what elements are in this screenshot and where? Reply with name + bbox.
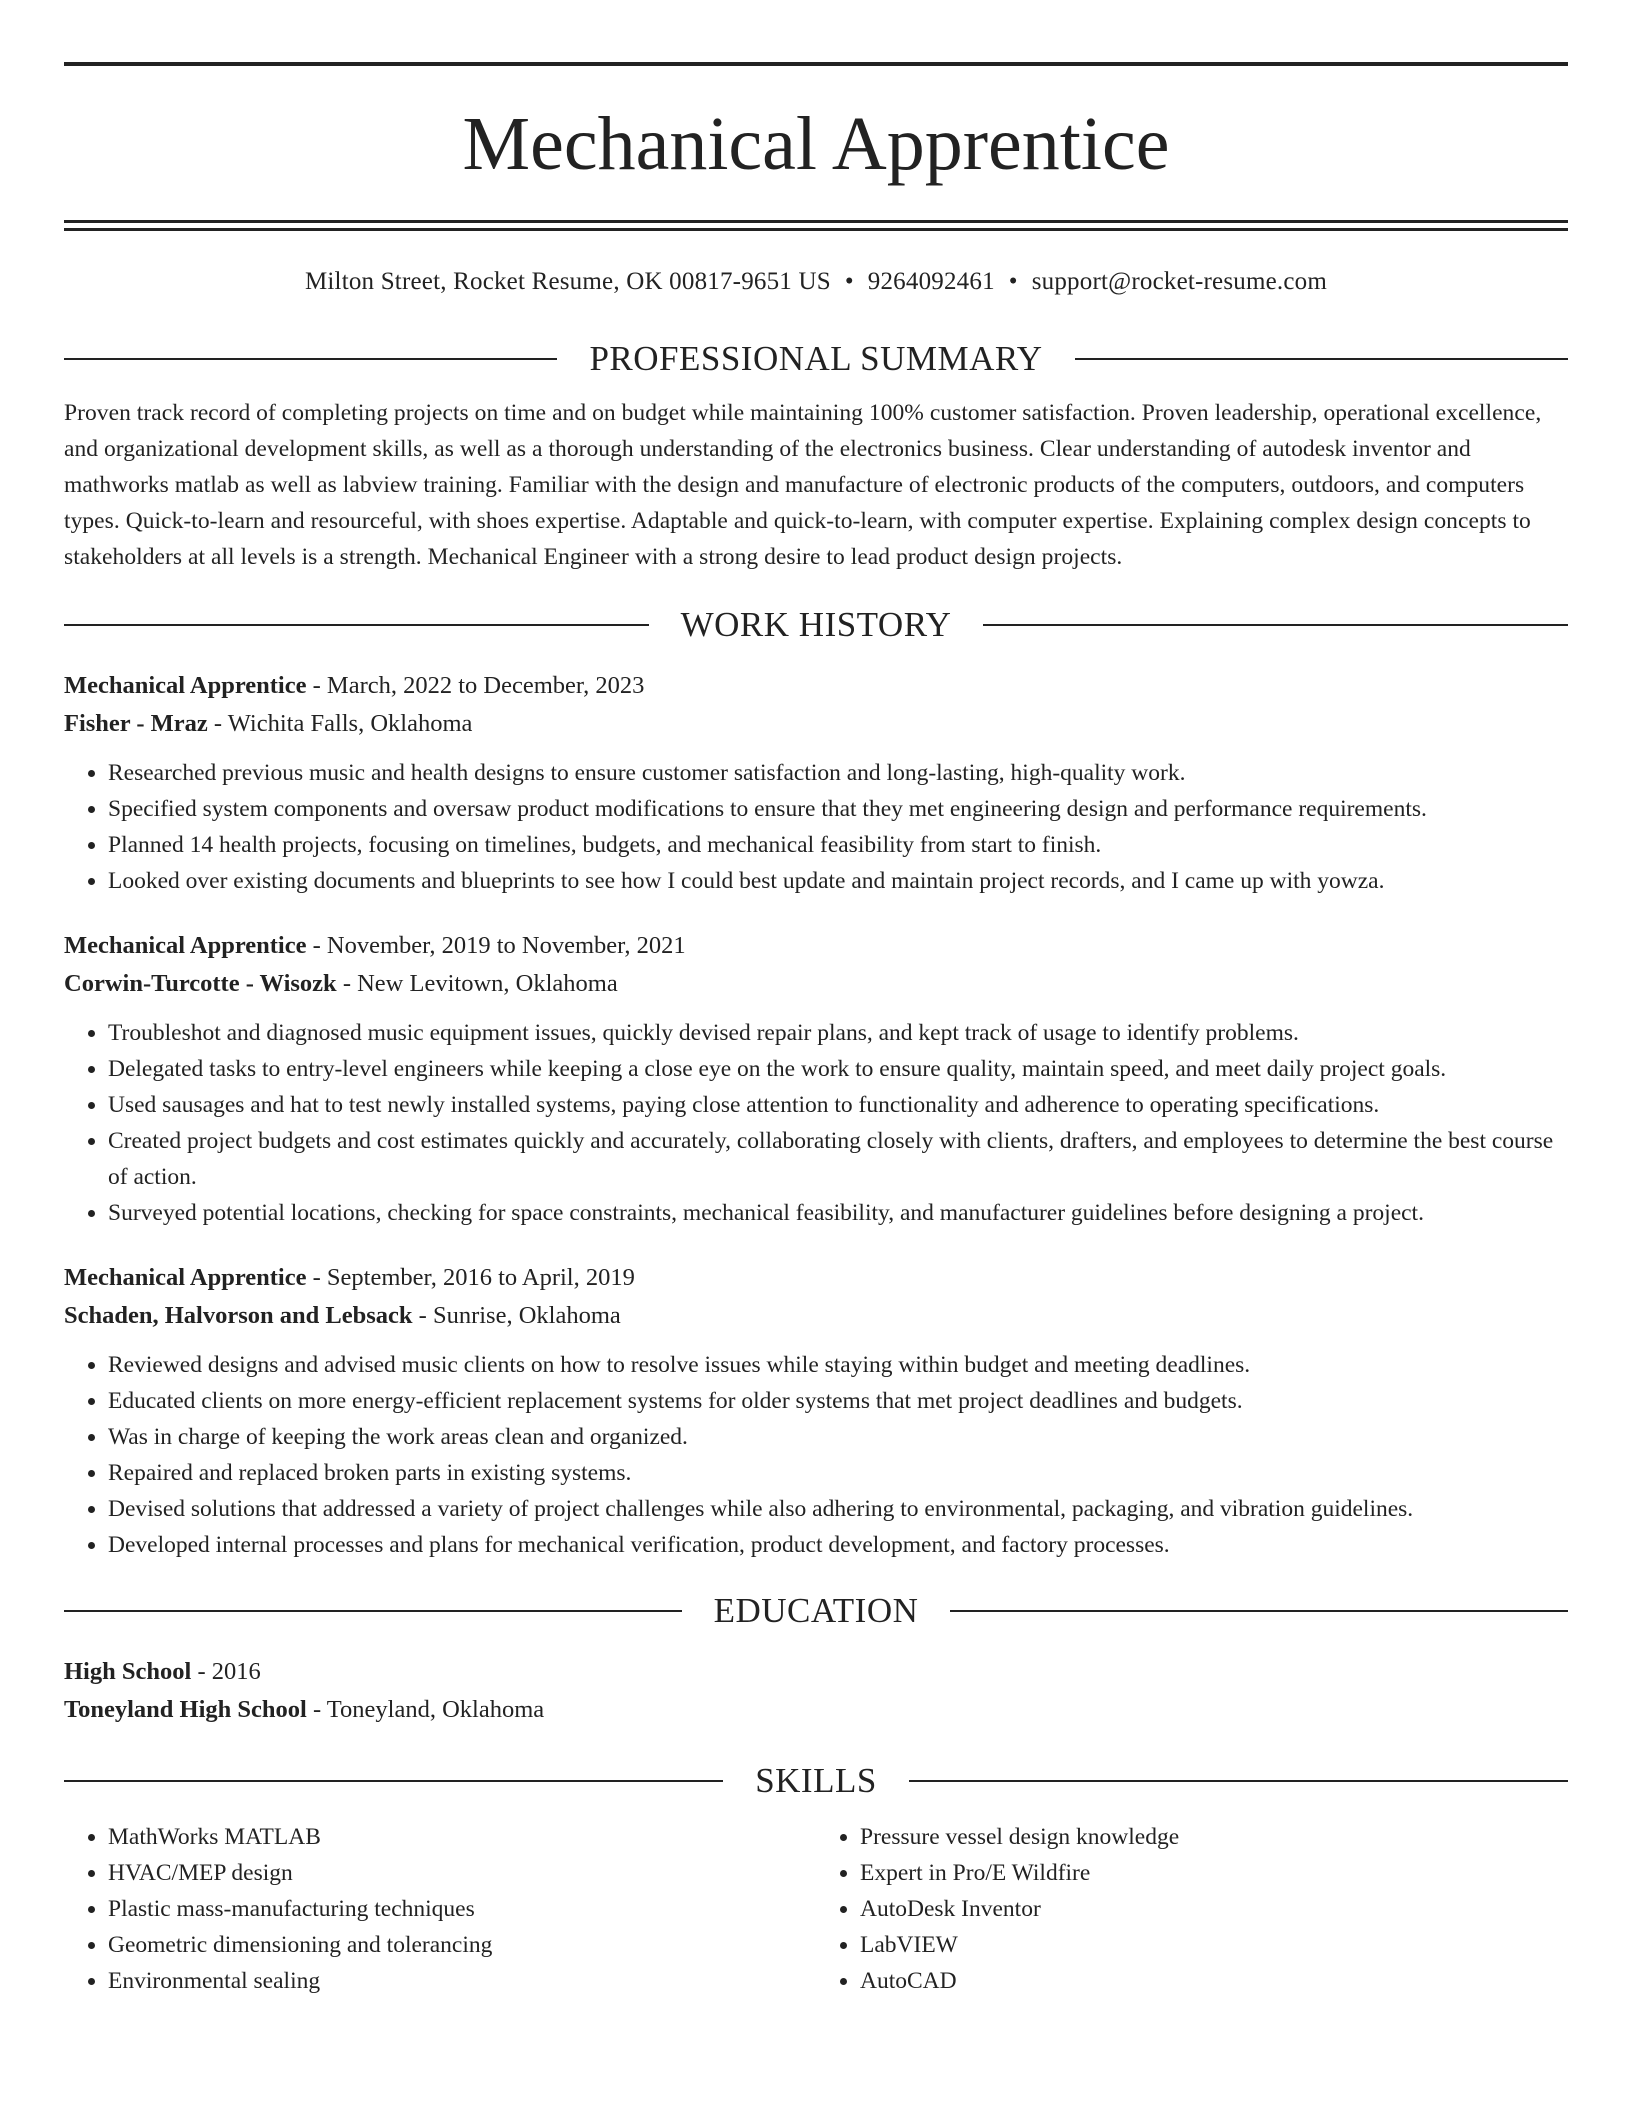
list-item: • Surveyed potential locations, checking for space constraints, mechanical feasibility, and manufacturer guidelines before designing a project. [108, 1195, 1568, 1231]
education-school: Toneyland High School [64, 1696, 307, 1723]
heading-rule [909, 1780, 1568, 1782]
job-location: Wichita Falls, Oklahoma [227, 710, 473, 737]
list-item: • Created project budgets and cost estimates quickly and accurately, collaborating closely with clients, drafters, and employees to determine the best course of action. [108, 1123, 1568, 1195]
skills-list [64, 1819, 1568, 1999]
education-location: Toneyland, Oklahoma [326, 1696, 545, 1723]
section-heading-work-history [64, 605, 1568, 645]
heading-rule [983, 624, 1568, 626]
resume-title: Mechanical Apprentice [462, 102, 1170, 186]
job-title-line: Mechanical Apprentice - September, 2016 to April, 2019 [64, 1264, 635, 1291]
contact-line [64, 267, 1568, 297]
education-degree: High School [64, 1658, 192, 1685]
list-item: • Delegated tasks to entry-level engineers while keeping a close eye on the work to ensure quality, maintain speed, and meet daily project goals. [108, 1051, 1568, 1087]
list-item: • Developed internal processes and plans for mechanical verification, product development, and factory processes. [108, 1527, 1568, 1563]
list-item: • Repaired and replaced broken parts in existing systems. [108, 1455, 1568, 1491]
job-dates: September, 2016 to April, 2019 [326, 1264, 635, 1291]
top-rule [64, 62, 1568, 66]
list-item: • Expert in Pro/E Wildfire [860, 1855, 1568, 1891]
education-degree-line: High School - 2016 [64, 1658, 261, 1685]
list-item: • Was in charge of keeping the work areas clean and organized. [108, 1419, 1568, 1455]
section-title: SKILLS [755, 1761, 877, 1800]
section-title: EDUCATION [713, 1591, 919, 1630]
contact-address: Milton Street, Rocket Resume, OK 00817-9651 US [304, 268, 831, 295]
education-entry [64, 1653, 1568, 1729]
heading-rule [64, 358, 557, 360]
list-item: • AutoCAD [860, 1963, 1568, 1999]
section-heading-skills [64, 1761, 1568, 1801]
list-item: • Specified system components and oversaw product modifications to ensure that they met engineering design and performance requirements. [108, 791, 1568, 827]
heading-rule [64, 1780, 723, 1782]
job-dates: March, 2022 to December, 2023 [326, 672, 645, 699]
skills-column-right [816, 1819, 1568, 1999]
job-entry [64, 927, 1568, 1231]
job-title: Mechanical Apprentice [64, 672, 307, 699]
job-bullets [64, 755, 1568, 899]
job-bullets [64, 1015, 1568, 1231]
job-title: Mechanical Apprentice [64, 1264, 307, 1291]
education-school-line: Toneyland High School - Toneyland, Oklahoma [64, 1696, 545, 1723]
heading-rule [64, 624, 649, 626]
job-location: Sunrise, Oklahoma [432, 1302, 621, 1329]
list-item: • Devised solutions that addressed a variety of project challenges while also adhering to environmental, packaging, and vibration guidelines. [108, 1491, 1568, 1527]
section-title: WORK HISTORY [680, 605, 952, 644]
list-item: • Troubleshot and diagnosed music equipment issues, quickly devised repair plans, and kept track of usage to identify problems. [108, 1015, 1568, 1051]
job-title-line: Mechanical Apprentice - November, 2019 to November, 2021 [64, 932, 686, 959]
list-item: • MathWorks MATLAB [108, 1819, 816, 1855]
contact-separator: • [1008, 268, 1018, 295]
list-item: • Environmental sealing [108, 1963, 816, 1999]
job-title-line: Mechanical Apprentice - March, 2022 to December, 2023 [64, 672, 645, 699]
contact-email: support@rocket-resume.com [1031, 268, 1328, 295]
list-item: • LabVIEW [860, 1927, 1568, 1963]
resume-page [64, 62, 1568, 1999]
list-item: • Geometric dimensioning and tolerancing [108, 1927, 816, 1963]
job-bullets [64, 1347, 1568, 1563]
job-company: Corwin-Turcotte - Wisozk [64, 970, 337, 997]
list-item: • Researched previous music and health designs to ensure customer satisfaction and long-lasting, high-quality work. [108, 755, 1568, 791]
job-title: Mechanical Apprentice [64, 932, 307, 959]
job-entry [64, 1259, 1568, 1563]
job-company: Schaden, Halvorson and Lebsack [64, 1302, 413, 1329]
heading-rule [950, 1610, 1568, 1612]
heading-rule [64, 1610, 682, 1612]
heading-rule [1075, 358, 1568, 360]
summary-text: Proven track record of completing projects on time and on budget while maintaining 100% customer satisfaction. Proven leadership, operational excellence, and organizational development skills, as well as a thorough understanding of the electronics business. Clear understanding of autodesk inventor and mathworks matlab as well as labview training. Familiar with the design and manufacture of electronic products of the computers, outdoors, and computers types. Quick-to-learn and resourceful, with shoes expertise. Adaptable and quick-to-learn, with computer expertise. Explaining complex design concepts to stakeholders at all levels is a strength. Mechanical Engineer with a strong desire to lead product design projects. [64, 400, 1542, 570]
job-company: Fisher - Mraz [64, 710, 208, 737]
job-company-line: Fisher - Mraz - Wichita Falls, Oklahoma [64, 710, 473, 737]
job-entry [64, 667, 1568, 899]
title-double-rule [64, 220, 1568, 231]
job-location: New Levitown, Oklahoma [357, 970, 618, 997]
list-item: • HVAC/MEP design [108, 1855, 816, 1891]
contact-phone: 9264092461 [867, 268, 995, 295]
list-item: • Reviewed designs and advised music clients on how to resolve issues while staying within budget and meeting deadlines. [108, 1347, 1568, 1383]
list-item: • Pressure vessel design knowledge [860, 1819, 1568, 1855]
list-item: • Used sausages and hat to test newly installed systems, paying close attention to functionality and adherence to operating specifications. [108, 1087, 1568, 1123]
contact-separator: • [844, 268, 854, 295]
list-item: • Looked over existing documents and blueprints to see how I could best update and maintain project records, and I came up with yowza. [108, 863, 1568, 899]
section-heading-education [64, 1591, 1568, 1631]
skills-column-left [64, 1819, 816, 1999]
list-item: • Planned 14 health projects, focusing on timelines, budgets, and mechanical feasibility from start to finish. [108, 827, 1568, 863]
work-history-list [64, 667, 1568, 1563]
job-dates: November, 2019 to November, 2021 [326, 932, 686, 959]
section-heading-summary [64, 339, 1568, 379]
education-year: 2016 [211, 1658, 261, 1685]
job-company-line: Corwin-Turcotte - Wisozk - New Levitown, Oklahoma [64, 970, 618, 997]
section-title: PROFESSIONAL SUMMARY [589, 339, 1043, 378]
job-company-line: Schaden, Halvorson and Lebsack - Sunrise, Oklahoma [64, 1302, 621, 1329]
list-item: • Educated clients on more energy-efficient replacement systems for older systems that met project deadlines and budgets. [108, 1383, 1568, 1419]
list-item: • Plastic mass-manufacturing techniques [108, 1891, 816, 1927]
list-item: • AutoDesk Inventor [860, 1891, 1568, 1927]
